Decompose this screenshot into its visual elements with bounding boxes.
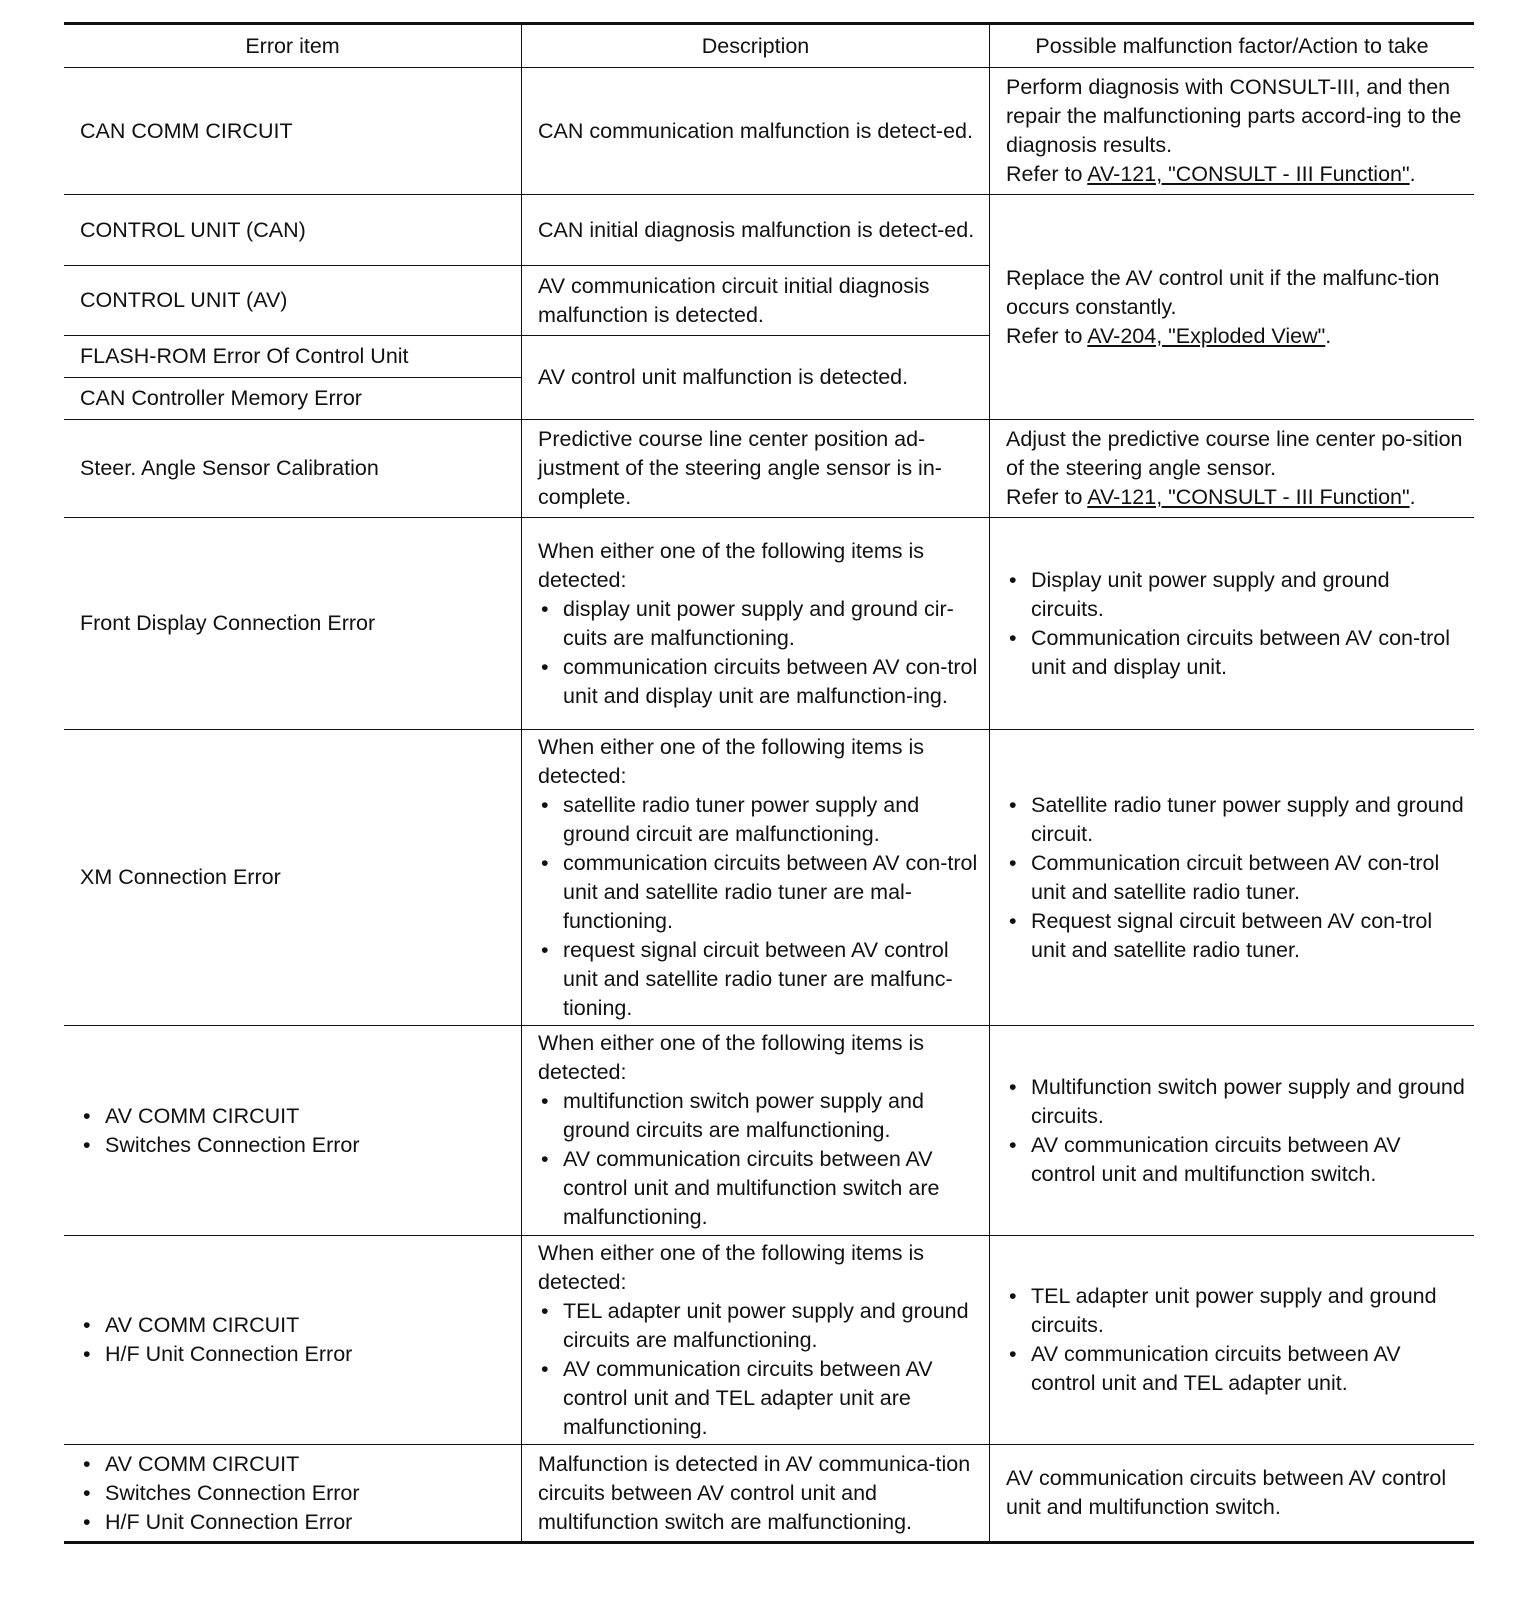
error-bullet: • Switches Connection Error [80,1479,513,1508]
action-text: AV communication circuits between AV control unit and multifunction switch. [1006,1466,1447,1519]
description-bullet-list [538,595,981,711]
description-bullet: • communication circuits between AV con-trol unit and satellite radio tuner are mal-functioning. [538,849,981,936]
action-bullet: • Communication circuit between AV con-trol unit and satellite radio tuner. [1006,849,1466,907]
error-flash-rom [64,336,521,377]
header-action [990,25,1474,67]
action-front-display-connection [990,518,1474,729]
refer-suffix: . [1409,485,1416,509]
table-bottom-border [64,1541,1474,1544]
description-intro: When either one of the following items is detected: [538,1240,925,1294]
description-bullet: • satellite radio tuner power supply and ground circuit are malfunctioning. [538,791,981,849]
description-steer-angle-sensor [522,420,989,517]
action-bullet: • Communication circuits between AV con-trol unit and display unit. [1006,624,1466,682]
error-bullet-list [80,1450,513,1537]
description-intro: When either one of the following items is detected: [538,538,925,592]
refer-prefix: Refer to [1006,485,1088,509]
description-bullet: • request signal circuit between AV control unit and satellite radio tuner are malfunc-tioning. [538,936,981,1023]
error-steer-angle-sensor [64,420,521,517]
action-bullet: • Satellite radio tuner power supply and ground circuit. [1006,791,1466,849]
refer-line [1006,160,1466,189]
description-text: CAN communication malfunction is detect-ed. [538,118,973,143]
action-bullet: • TEL adapter unit power supply and ground circuits. [1006,1282,1466,1340]
error-label: CONTROL UNIT (AV) [80,288,288,312]
refer-prefix: Refer to [1006,162,1088,186]
description-bullet-list [538,1087,981,1232]
header-error-item [64,25,521,67]
error-combined-connection [64,1445,521,1541]
description-bullet: • AV communication circuits between AV control unit and TEL adapter unit are malfunctioning. [538,1355,981,1442]
description-hf-unit-connection [522,1236,989,1444]
description-control-unit-av [522,266,989,335]
action-combined-connection [990,1445,1474,1541]
action-bullet-list [1006,791,1466,965]
error-bullet: • H/F Unit Connection Error [80,1340,513,1369]
description-bullet: • AV communication circuits between AV control unit and multifunction switch are malfunctioning. [538,1145,981,1232]
error-label: Front Display Connection Error [80,611,376,635]
description-switches-connection [522,1026,989,1235]
error-label: CAN COMM CIRCUIT [80,118,293,143]
action-bullet: • Display unit power supply and ground circuits. [1006,566,1466,624]
error-can-controller-memory [64,378,521,419]
action-replace-av-control-unit [990,195,1474,419]
error-label: Steer. Angle Sensor Calibration [80,456,379,480]
refer-line [1006,322,1466,351]
error-switches-connection [64,1026,521,1235]
error-xm-connection [64,730,521,1025]
error-label: XM Connection Error [80,865,281,889]
description-bullet: • display unit power supply and ground cir-cuits are malfunctioning. [538,595,981,653]
action-text: Perform diagnosis with CONSULT-III, and then repair the malfunctioning parts accord-ing to the diagnosis results. [1006,75,1462,157]
description-bullet: • communication circuits between AV con-trol unit and display unit are malfunction-ing. [538,653,981,711]
error-bullet: • Switches Connection Error [80,1131,513,1160]
action-bullet-list [1006,566,1466,682]
error-bullet-list [80,1311,513,1369]
action-hf-unit-connection [990,1236,1474,1444]
description-can-comm-circuit [522,68,989,194]
description-bullet-list [538,1297,981,1442]
description-control-unit-can [522,195,989,265]
error-front-display-connection [64,518,521,729]
action-bullet: • AV communication circuits between AV control unit and multifunction switch. [1006,1131,1466,1189]
error-can-comm-circuit [64,68,521,194]
header-description [522,25,989,67]
description-text: Predictive course line center position ad-justment of the steering angle sensor is in-complete. [538,427,942,509]
error-bullet-list [80,1102,513,1160]
description-text: Malfunction is detected in AV communica-tion circuits between AV control unit and multifunction switch are malfunctioning. [538,1451,971,1534]
description-text: AV communication circuit initial diagnosis malfunction is detected. [538,273,930,327]
action-bullet: • Multifunction switch power supply and ground circuits. [1006,1073,1466,1131]
description-intro: When either one of the following items is detected: [538,734,925,788]
action-switches-connection [990,1026,1474,1235]
action-xm-connection [990,730,1474,1025]
refer-prefix: Refer to [1006,323,1088,348]
error-hf-unit-connection [64,1236,521,1444]
refer-line [1006,483,1466,512]
action-text: Replace the AV control unit if the malfunc-tion occurs constantly. [1006,265,1440,319]
description-xm-connection [522,730,989,1025]
description-text: AV control unit malfunction is detected. [538,365,909,389]
header-error-item-label: Error item [245,33,340,58]
description-combined-connection [522,1445,989,1541]
refer-link[interactable]: AV-204, "Exploded View" [1087,323,1326,348]
error-bullet: • H/F Unit Connection Error [80,1508,513,1537]
error-control-unit-av [64,266,521,335]
header-action-label: Possible malfunction factor/Action to take [1035,33,1429,58]
error-label: CONTROL UNIT (CAN) [80,217,306,242]
refer-link[interactable]: AV-121, "CONSULT - III Function" [1087,162,1410,186]
action-steer-angle-sensor [990,420,1474,517]
action-bullet: • Request signal circuit between AV con-trol unit and satellite radio tuner. [1006,907,1466,965]
error-label: FLASH-ROM Error Of Control Unit [80,344,409,368]
description-bullet: • TEL adapter unit power supply and ground circuits are malfunctioning. [538,1297,981,1355]
description-bullet-list [538,791,981,1023]
error-bullet: • AV COMM CIRCUIT [80,1450,513,1479]
error-item-table [64,22,1474,1590]
description-intro: When either one of the following items is detected: [538,1031,925,1084]
refer-suffix: . [1325,323,1332,348]
error-bullet: • AV COMM CIRCUIT [80,1311,513,1340]
error-control-unit-can [64,195,521,265]
error-label: CAN Controller Memory Error [80,386,362,410]
action-bullet-list [1006,1073,1466,1189]
refer-link[interactable]: AV-121, "CONSULT - III Function" [1087,485,1410,509]
description-av-control-unit-malfunction [522,336,989,419]
action-bullet-list [1006,1282,1466,1398]
error-bullet: • AV COMM CIRCUIT [80,1102,513,1131]
action-can-comm-circuit [990,68,1474,194]
refer-suffix: . [1409,162,1416,186]
action-bullet: • AV communication circuits between AV control unit and TEL adapter unit. [1006,1340,1466,1398]
action-text: Adjust the predictive course line center po-sition of the steering angle sensor. [1006,427,1463,480]
description-text: CAN initial diagnosis malfunction is detect-ed. [538,217,975,242]
description-front-display-connection [522,518,989,729]
description-bullet: • multifunction switch power supply and ground circuits are malfunctioning. [538,1087,981,1145]
header-description-label: Description [701,33,810,58]
